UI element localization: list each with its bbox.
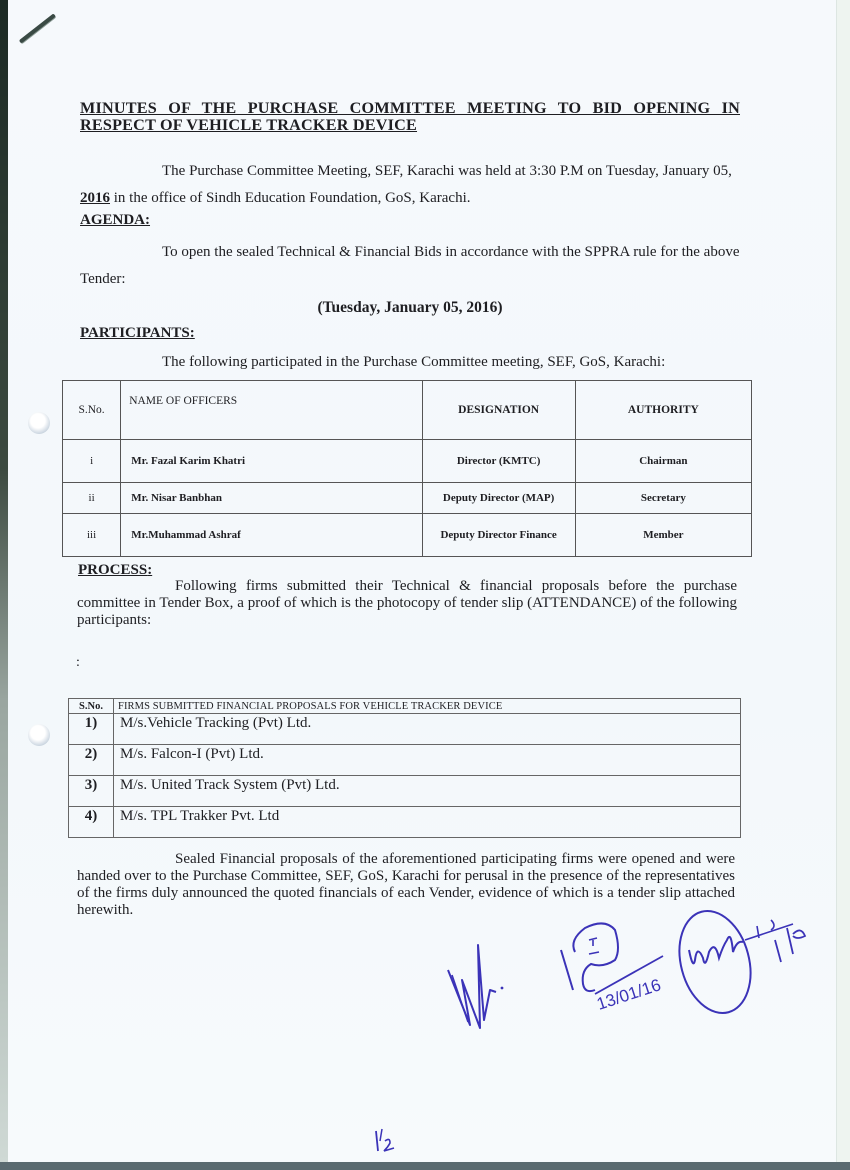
- table-row: [63, 483, 752, 514]
- cell-firm-name: M/s. TPL Trakker Pvt. Ltd: [114, 807, 741, 838]
- participants-colon: :: [189, 325, 195, 341]
- cell-sno: 1): [69, 714, 114, 745]
- cell-firm-name: M/s. Falcon-I (Pvt) Ltd.: [114, 745, 741, 776]
- scan-left-edge: [0, 0, 8, 1170]
- process-text: Following firms submitted their Technical & financial proposals before the purchase committee in Tender Box, a proof of which is the photocopy of tender slip (ATTENDANCE) of the following participants:: [77, 578, 737, 628]
- closing-text: Sealed Financial proposals of the aforementioned participating firms were opened and were handed over to the Purchase Committee, SEF, GoS, Karachi for perusal in the presence of the representatives of the firms duly announced the quoted financials of each Vender, evidence of which is a tender slip attached herewith.: [77, 851, 735, 918]
- agenda-heading: [80, 212, 150, 229]
- signature-chairman-icon: [440, 930, 520, 1030]
- agenda-date: (Tuesday, January 05, 2016): [317, 299, 503, 316]
- col-sno: S.No.: [69, 699, 114, 714]
- officers-header-row: [63, 381, 752, 440]
- title-line-2: RESPECT OF VEHICLE TRACKER DEVICE: [80, 116, 418, 134]
- table-row: [69, 714, 741, 745]
- cell-sno: ii: [63, 483, 121, 514]
- participants-heading: [80, 325, 195, 342]
- process-paragraph: [77, 578, 737, 629]
- punch-hole-icon: [28, 412, 50, 434]
- signature-secretary-icon: [555, 910, 685, 1020]
- cell-designation: Director (KMTC): [422, 440, 575, 483]
- agenda-text: To open the sealed Technical & Financial Bids in accordance with the SPPRA rule for the above Tender:: [80, 244, 740, 287]
- cell-sno: iii: [63, 514, 121, 557]
- agenda-colon: :: [145, 212, 151, 228]
- agenda-paragraph: [80, 239, 740, 293]
- col-sno: S.No.: [63, 381, 121, 440]
- cell-sno: 3): [69, 776, 114, 807]
- table-row: [69, 776, 741, 807]
- cell-name: Mr. Fazal Karim Khatri: [121, 440, 422, 483]
- col-firm-name: FIRMS SUBMITTED FINANCIAL PROPOSALS FOR VEHICLE TRACKER DEVICE: [114, 699, 741, 714]
- agenda-heading-text: AGENDA: [80, 212, 146, 228]
- officers-table: [62, 380, 752, 557]
- stray-colon: :: [76, 655, 80, 670]
- process-heading-text: PROCESS: [78, 562, 148, 578]
- intro-text: The Purchase Committee Meeting, SEF, Karachi was held at 3:30 P.M on Tuesday, January 05,: [162, 163, 732, 179]
- cell-firm-name: M/s.Vehicle Tracking (Pvt) Ltd.: [114, 714, 741, 745]
- firms-table: [68, 698, 741, 838]
- signature-date: 13/01/16: [594, 975, 664, 1014]
- document-title: [80, 100, 740, 134]
- cell-sno: 2): [69, 745, 114, 776]
- cell-authority: Secretary: [575, 483, 751, 514]
- title-line-1: MINUTES OF THE PURCHASE COMMITTEE MEETING TO BID OPENING IN: [80, 99, 740, 117]
- participants-intro: [80, 352, 750, 372]
- col-authority: AUTHORITY: [575, 381, 751, 440]
- table-row: [63, 440, 752, 483]
- cell-designation: Deputy Director Finance: [422, 514, 575, 557]
- cell-sno: i: [63, 440, 121, 483]
- table-row: [63, 514, 752, 557]
- cell-authority: Chairman: [575, 440, 751, 483]
- signature-member-icon: [675, 900, 825, 1020]
- cell-authority: Member: [575, 514, 751, 557]
- firms-header-row: [69, 699, 741, 714]
- cell-firm-name: M/s. United Track System (Pvt) Ltd.: [114, 776, 741, 807]
- col-designation: DESIGNATION: [422, 381, 575, 440]
- table-row: [69, 807, 741, 838]
- intro-text-end: in the office of Sindh Education Foundation, GoS, Karachi.: [110, 190, 471, 206]
- process-colon: :: [147, 562, 153, 578]
- cell-name: Mr. Nisar Banbhan: [121, 483, 422, 514]
- intro-paragraph: [80, 158, 740, 212]
- cell-name: Mr.Muhammad Ashraf: [121, 514, 422, 557]
- table-row: [69, 745, 741, 776]
- punch-hole-icon: [28, 724, 50, 746]
- closing-paragraph: [77, 851, 735, 919]
- intro-year: 2016: [80, 190, 110, 206]
- participants-heading-text: PARTICIPANTS: [80, 325, 190, 341]
- process-heading: [78, 562, 152, 579]
- col-name: NAME OF OFFICERS: [121, 381, 422, 440]
- cell-sno: 4): [69, 807, 114, 838]
- cell-designation: Deputy Director (MAP): [422, 483, 575, 514]
- scan-bottom-edge: [0, 1162, 850, 1170]
- participants-text: The following participated in the Purchase Committee meeting, SEF, GoS, Karachi:: [162, 354, 666, 370]
- scan-right-edge: [836, 0, 850, 1170]
- handwritten-page-number-icon: [372, 1127, 402, 1155]
